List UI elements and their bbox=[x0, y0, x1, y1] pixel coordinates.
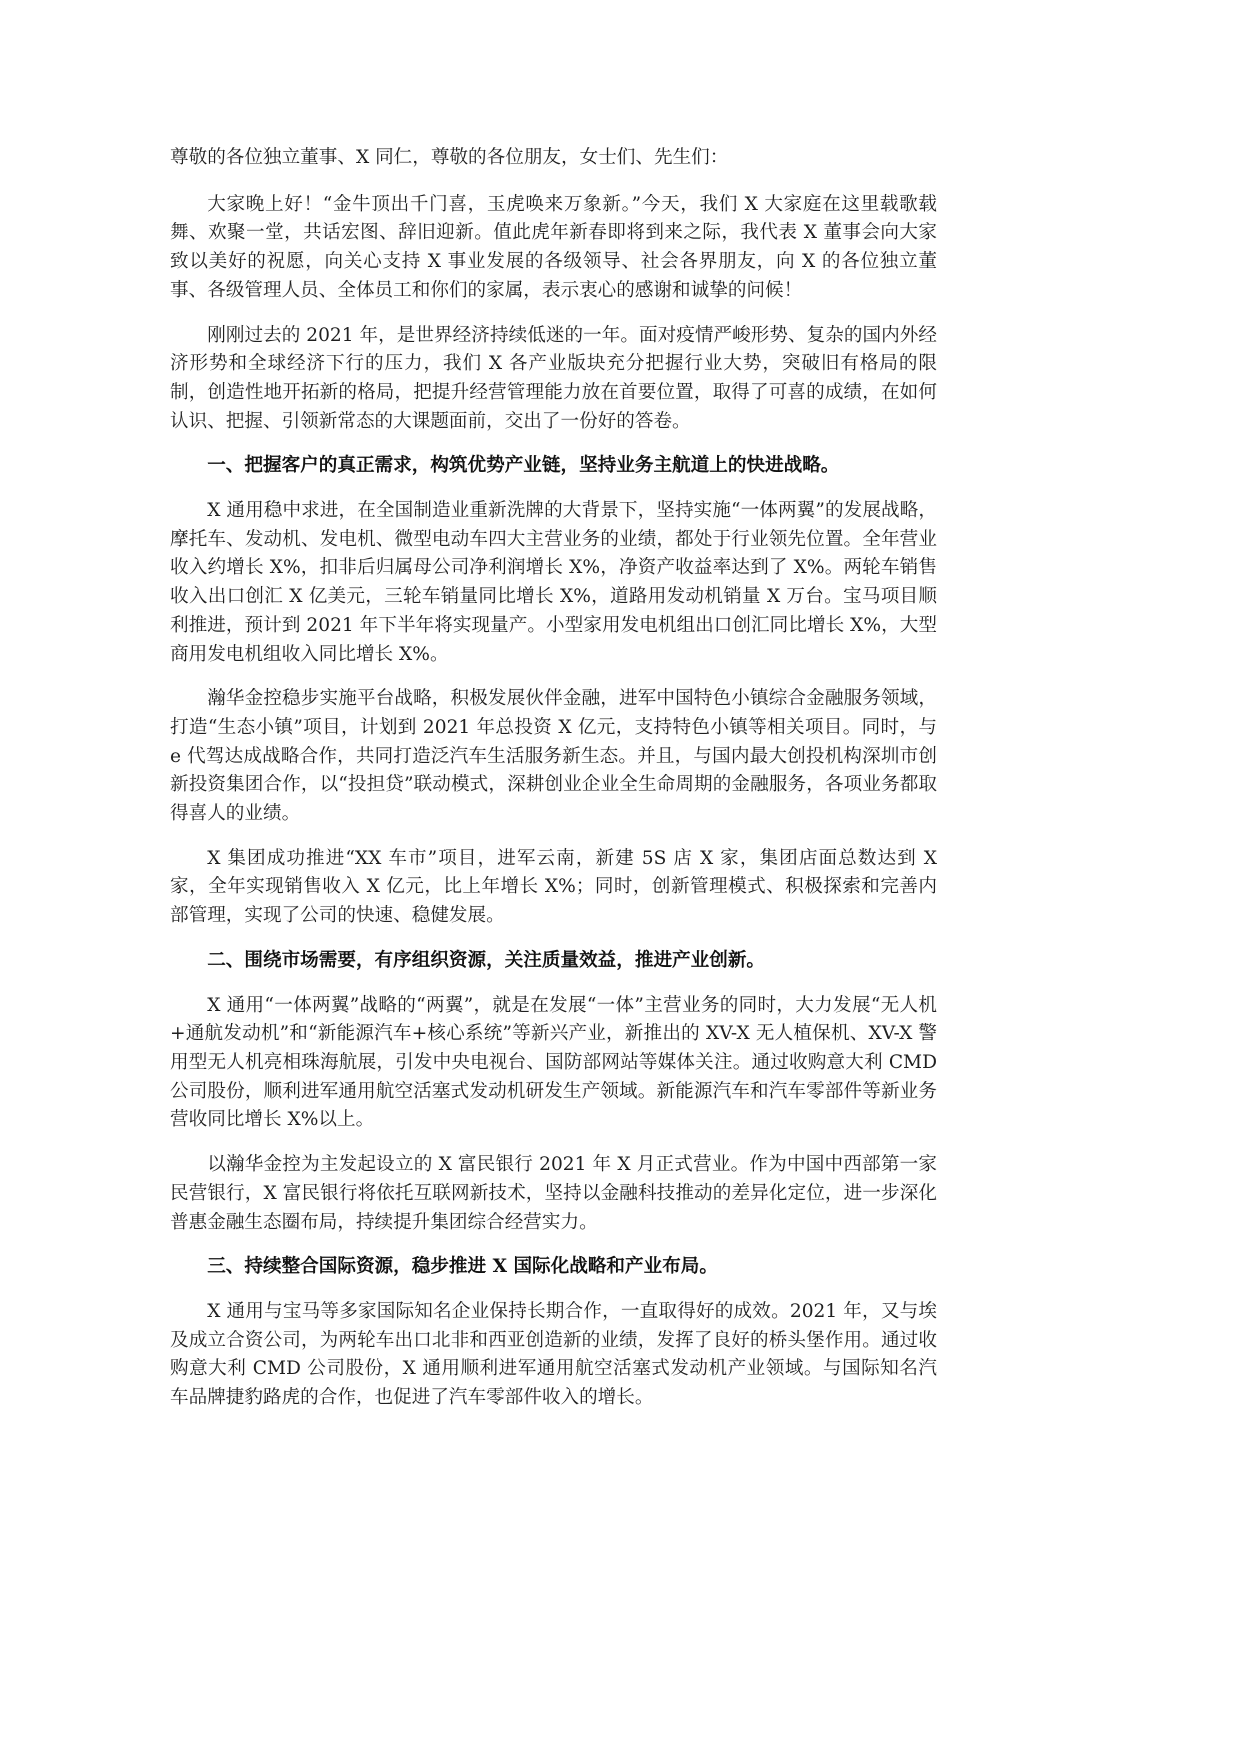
section-heading: 二、围绕市场需要，有序组织资源，关注质量效益，推进产业创新。 bbox=[207, 949, 766, 971]
body-paragraph: X 通用稳中求进，在全国制造业重新洗牌的大背景下，坚持实施“一体两翼”的发展战略，摩托车、发动机、发电机、微型电动车四大主营业务的业绩，都处于行业领先位置。全年营业收入约增长 X%，扣非后归属母公司净利润增长 X%，净资产收益率达到了 X%。两轮车销售收入出口创汇 X 亿美元，三轮车销量同比增长 X%，道路用发动机销量 X 万台。宝马项目顺利推进，预计到 2021 年下半年将实现量产。小型家用发电机组出口创汇同比增长 X%，大型商用发电机组收入同比增长 X%。 bbox=[170, 500, 937, 665]
section-heading: 三、持续整合国际资源，稳步推进 X 国际化战略和产业布局。 bbox=[207, 1256, 718, 1278]
salutation: 尊敬的各位独立董事、X 同仁，尊敬的各位朋友，女士们、先生们： bbox=[170, 147, 729, 168]
body-paragraph: X 通用“一体两翼”战略的“两翼”，就是在发展“一体”主营业务的同时，大力发展“无人机+通航发动机”和“新能源汽车+核心系统”等新兴产业，新推出的 XV-X 无人植保机、XV-X 警用型无人机亮相珠海航展，引发中央电视台、国防部网站等媒体关注。通过收购意大利 CMD 公司股份，顺利进军通用航空活塞式发动机研发生产领域。新能源汽车和汽车零部件等新业务营收同比增长 X%以上。 bbox=[170, 994, 937, 1131]
body-paragraph: X 集团成功推进“XX 车市”项目，进军云南，新建 5S 店 X 家，集团店面总数达到 X 家，全年实现销售收入 X 亿元，比上年增长 X%；同时，创新管理模式、积极探索和完善内部管理，实现了公司的快速、稳健发展。 bbox=[170, 847, 937, 927]
body-paragraph: 以瀚华金控为主发起设立的 X 富民银行 2021 年 X 月正式营业。作为中国中西部第一家民营银行，X 富民银行将依托互联网新技术，坚持以金融科技推动的差异化定位，进一步深化普惠金融生态圈布局，持续提升集团综合经营实力。 bbox=[170, 1154, 937, 1233]
document-body bbox=[170, 144, 937, 1429]
body-paragraph: 瀚华金控稳步实施平台战略，积极发展伙伴金融，进军中国特色小镇综合金融服务领域，打造“生态小镇”项目，计划到 2021 年总投资 X 亿元，支持特色小镇等相关项目。同时，与 e 代驾达成战略合作，共同打造泛汽车生活服务新生态。并且，与国内最大创投机构深圳市创新投资集团合作，以“投担贷”联动模式，深耕创业企业全生命周期的金融服务，各项业务都取得喜人的业绩。 bbox=[170, 688, 937, 825]
body-paragraph: 大家晚上好！“金牛顶出千门喜，玉虎唤来万象新。”今天，我们 X 大家庭在这里载歌载舞、欢聚一堂，共话宏图、辞旧迎新。值此虎年新春即将到来之际，我代表 X 董事会向大家致以美好的祝愿，向关心支持 X 事业发展的各级领导、社会各界朋友，向 X 的各位独立董事、各级管理人员、全体员工和你们的家属，表示衷心的感谢和诚挚的问候！ bbox=[170, 193, 937, 301]
section-heading: 一、把握客户的真正需求，构筑优势产业链，坚持业务主航道上的快进战略。 bbox=[207, 455, 840, 477]
body-paragraph: X 通用与宝马等多家国际知名企业保持长期合作，一直取得好的成效。2021 年，又与埃及成立合资公司，为两轮车出口北非和西亚创造新的业绩，发挥了良好的桥头堡作用。通过收购意大利 CMD 公司股份，X 通用顺利进军通用航空活塞式发动机产业领域。与国际知名汽车品牌捷豹路虎的合作，也促进了汽车零部件收入的增长。 bbox=[170, 1300, 937, 1409]
body-paragraph: 刚刚过去的 2021 年，是世界经济持续低迷的一年。面对疫情严峻形势、复杂的国内外经济形势和全球经济下行的压力，我们 X 各产业版块充分把握行业大势，突破旧有格局的限制，创造性地开拓新的格局，把提升经营管理能力放在首要位置，取得了可喜的成绩，在如何认识、把握、引领新常态的大课题面前，交出了一份好的答卷。 bbox=[170, 324, 937, 432]
